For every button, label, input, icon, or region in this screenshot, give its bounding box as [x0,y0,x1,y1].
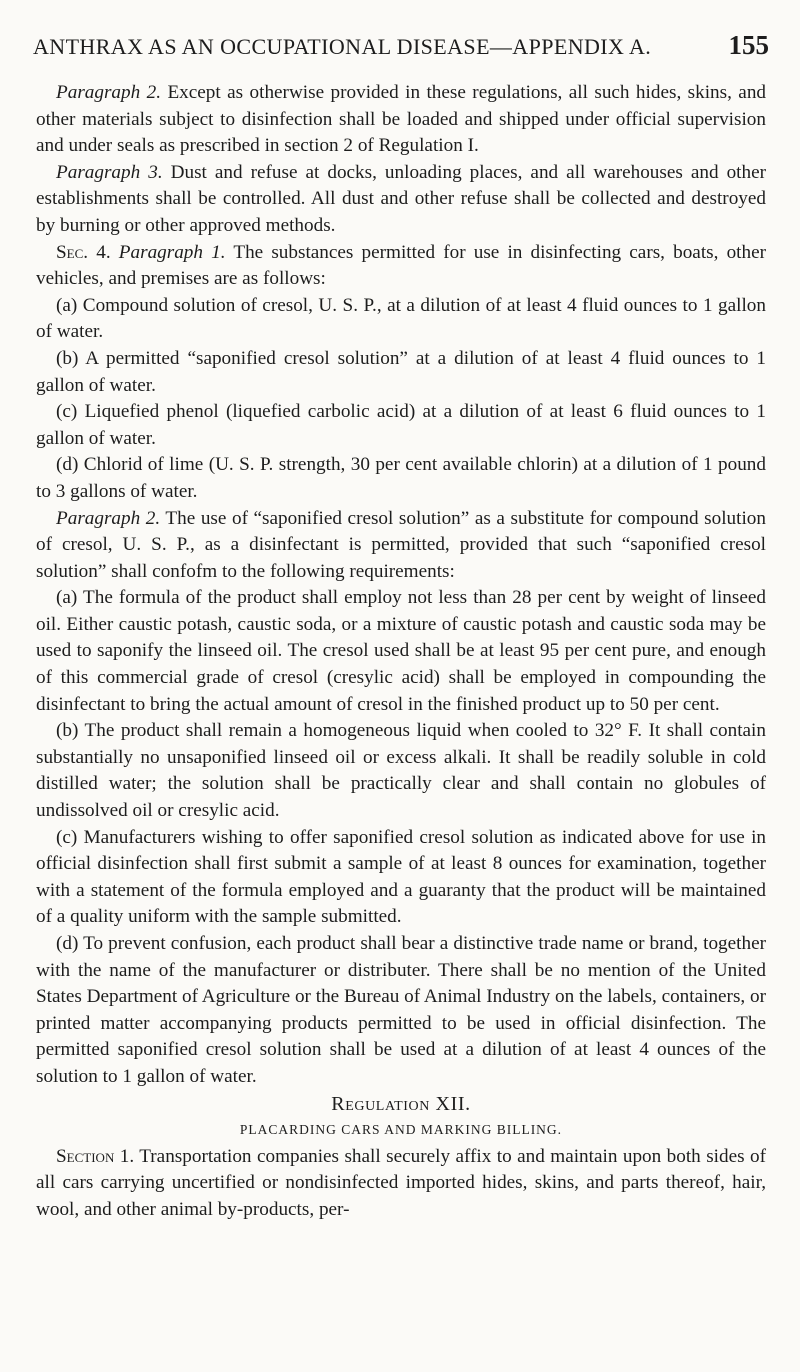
list-item: (a) The formula of the product shall employ not less than 28 per cent by weight of linseed oil. Either caustic potash, caustic soda, or a mixture of caustic potash and caustic soda may be used to saponify the linseed oil. The cresol used shall be at least 95 per cent pure, and enough of this commercial grade of cresol (cresylic acid) shall be employed in compounding the disinfectant to bring the actual amount of cresol in the finished product up to 50 per cent. [36,587,766,715]
regulation-subtitle: PLACARDING CARS AND MARKING BILLING. [239,1122,563,1138]
list-item: (c) Liquefied phenol (liquefied carbolic acid) at a dilution of at least 6 fluid ounces to 1 gallon of water. [36,401,766,449]
paragraph-label: Paragraph 2. [56,82,162,103]
list-item: (b) The product shall remain a homogeneous liquid when cooled to 32° F. It shall contain substantially no unsaponified linseed oil or excess alkali. It shall be readily soluble in cold distilled water; the solution shall be practically clear and shall contain no globules of undissolved oil or cresylic acid. [36,720,766,822]
paragraph-text: Dust and refuse at docks, unloading places, and all warehouses and other establishments shall be controlled. All dust and other refuse shall be collected and destroyed by burning or other approved methods. [36,161,767,236]
paragraph-sec3-para3 [36,160,766,240]
regulation-title: Regulation XII. [331,1092,471,1115]
page-number: 155 [728,30,769,60]
paragraph-label: Paragraph 3. [56,161,163,183]
list-item: (b) A permitted “saponified cresol solution” at a dilution of at least 4 fluid ounces to 1 gallon of water. [36,347,766,396]
paragraph-text: Transportation companies shall securely affix to and maintain upon both sides of all cars carrying uncertified or nondisinfected imported hides, skins, and parts thereof, hair, wool, and other animal by-products, per- [36,1145,766,1220]
paragraph-text: Except as otherwise provided in these regulations, all such hides, skins, and other materials subject to disinfection shall be loaded and shipped under official supervision and under seals as prescribed in section 2 of Regulation I. [36,82,767,157]
list-item: (d) To prevent confusion, each product shall bear a distinctive trade name or brand, together with the name of the manufacturer or distributer. There shall be no mention of the United States Department of Agriculture or the Bureau of Animal Industry on the labels, containers, or printed matter accompanying products permitted to be used in official disinfection. The permitted saponified cresol solution shall be used at a dilution of at least 4 ounces of the solution to 1 gallon of water. [36,933,766,1087]
page-header [33,30,769,74]
list-item: (a) Compound solution of cresol, U. S. P., at a dilution of at least 4 fluid ounces to 1 gallon of water. [36,294,766,343]
paragraph-text: The use of “saponified cresol solution” as a substitute for compound solution of cresol, U. S. P., as a disinfectant is permitted, provided that such “saponified cresol solution” shall confofm to the following requirements: [36,507,766,582]
running-head: ANTHRAX AS AN OCCUPATIONAL DISEASE—APPENDIX A. [33,34,652,59]
section-prefix: Section 1. [56,1145,135,1167]
paragraph-sec3-para2 [36,80,766,160]
section-prefix: Sec. 4. [56,241,119,263]
paragraph-sec4-para1 [36,240,766,293]
paragraph-sec4-para2 [36,506,766,586]
paragraph-reg12-sec1 [36,1144,766,1224]
page-body [36,80,766,1224]
list-item: (d) Chlorid of lime (U. S. P. strength, 30 per cent available chlorin) at a dilution of 1 pound to 3 gallons of water. [36,454,766,502]
paragraph-label: Paragraph 1. [118,241,226,263]
paragraph-text: The substances permitted for use in disinfecting cars, boats, other vehicles, and premises are as follows: [36,241,766,290]
list-item: (c) Manufacturers wishing to offer saponified cresol solution as indicated above for use in official disinfection shall first submit a sample of at least 8 ounces for examination, together with a statement of the formula employed and a guaranty that the product will be maintained of a quality uniform with the sample submitted. [36,826,766,928]
paragraph-label: Paragraph 2. [56,507,161,529]
